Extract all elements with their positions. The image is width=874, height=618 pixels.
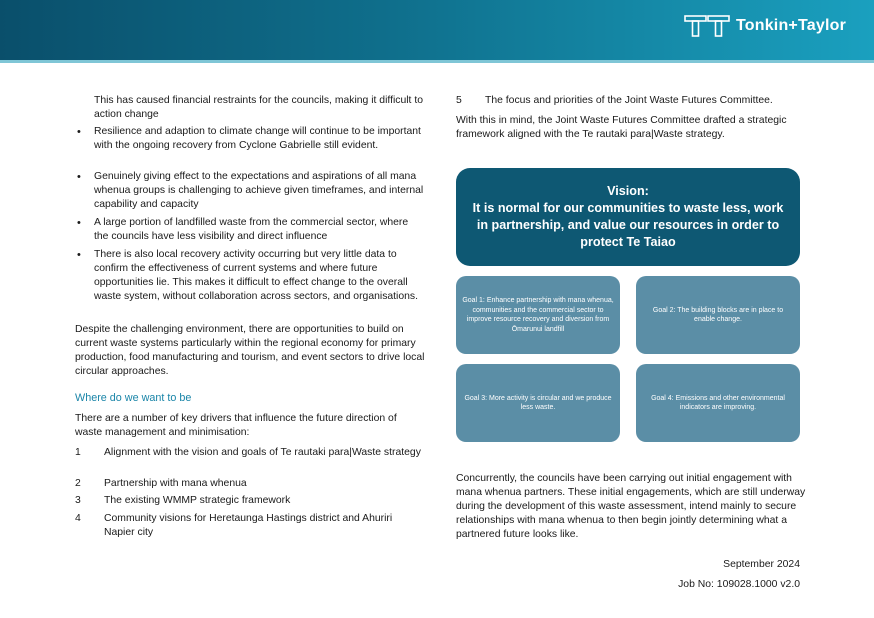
opportunities-paragraph: Despite the challenging environment, there are opportunities to build on current waste systems particularly within the regional economy for primary production, food manufacturing and tourism, and event sectors to drive local circular approaches. [75, 324, 425, 377]
engagement-paragraph: Concurrently, the councils have been carrying out initial engagement with mana whenua partners. These initial engagements, which are still underway during the development of this waste assessment, intend mainly to secure relationships with mana whenua to then begin jointly determining what a partnered future looks like. [456, 473, 806, 540]
goal-box-2: Goal 2: The building blocks are in place to enable change. [636, 276, 800, 354]
vision-line: protect Te Taiao [580, 235, 676, 249]
bullet-marker: • [77, 126, 81, 138]
driver-number: 3 [75, 495, 81, 506]
goal-box-3: Goal 3: More activity is circular and we produce less waste. [456, 364, 620, 442]
brand-logo [684, 15, 846, 37]
driver-item: Alignment with the vision and goals of Te rautaki para|Waste strategy [104, 447, 421, 458]
vision-line: It is normal for our communities to waste less, work [472, 201, 784, 215]
bullet-marker: • [77, 249, 81, 261]
footer-date: September 2024 [723, 559, 800, 570]
footer-job-number: Job No: 109028.1000 v2.0 [678, 579, 800, 590]
bullet-item: Genuinely giving effect to the expectations and aspirations of all mana whenua groups is challenging to achieve given timeframes, and internal capability and capacity [94, 171, 424, 210]
bullet-marker: • [77, 171, 81, 183]
bullet-item: There is also local recovery activity occurring but very little data to confirm the effectiveness of current systems and where future opportunities lie. This makes it difficult to effect change to the overall waste system, without collaboration across sectors, and organisations. [94, 249, 418, 302]
vision-line: in partnership, and value our resources in order to [476, 218, 780, 232]
bullet-item: Resilience and adaption to climate change will continue to be important with the ongoing recovery from Cyclone Gabrielle still evident. [94, 126, 421, 151]
framework-paragraph: With this in mind, the Joint Waste Futures Committee drafted a strategic framework aligned with the Te rautaki para|Waste strategy. [456, 115, 787, 140]
driver-item: The existing WMMP strategic framework [104, 495, 291, 506]
driver-item: Partnership with mana whenua [104, 478, 247, 489]
driver-item: The focus and priorities of the Joint Waste Futures Committee. [485, 95, 773, 106]
driver-number: 5 [456, 95, 462, 106]
driver-number: 1 [75, 447, 81, 458]
section-heading: Where do we want to be [75, 392, 192, 404]
goal-box-4: Goal 4: Emissions and other environmental indicators are improving. [636, 364, 800, 442]
tt-logo-icon [684, 15, 730, 37]
brand-name: Tonkin+Taylor [735, 17, 846, 34]
bullet-item: A large portion of landfilled waste from the commercial sector, where the councils have less visibility and direct influence [94, 217, 409, 242]
vision-label: Vision: [607, 184, 649, 198]
goal-box-1: Goal 1: Enhance partnership with mana whenua, communities and the commercial sector to improve resource recovery and diversion from Ōmarunui landfill [456, 276, 620, 354]
driver-number: 4 [75, 513, 81, 524]
driver-number: 2 [75, 478, 81, 489]
vision-box [456, 168, 800, 266]
bullet-marker: • [77, 217, 81, 229]
driver-item: Community visions for Heretaunga Hastings district and Ahuriri Napier city [104, 513, 393, 538]
header-rule [0, 60, 874, 63]
intro-continuation: This has caused financial restraints for the councils, making it difficult to action change [94, 95, 423, 120]
drivers-intro: There are a number of key drivers that influence the future direction of waste management and minimisation: [75, 413, 397, 438]
